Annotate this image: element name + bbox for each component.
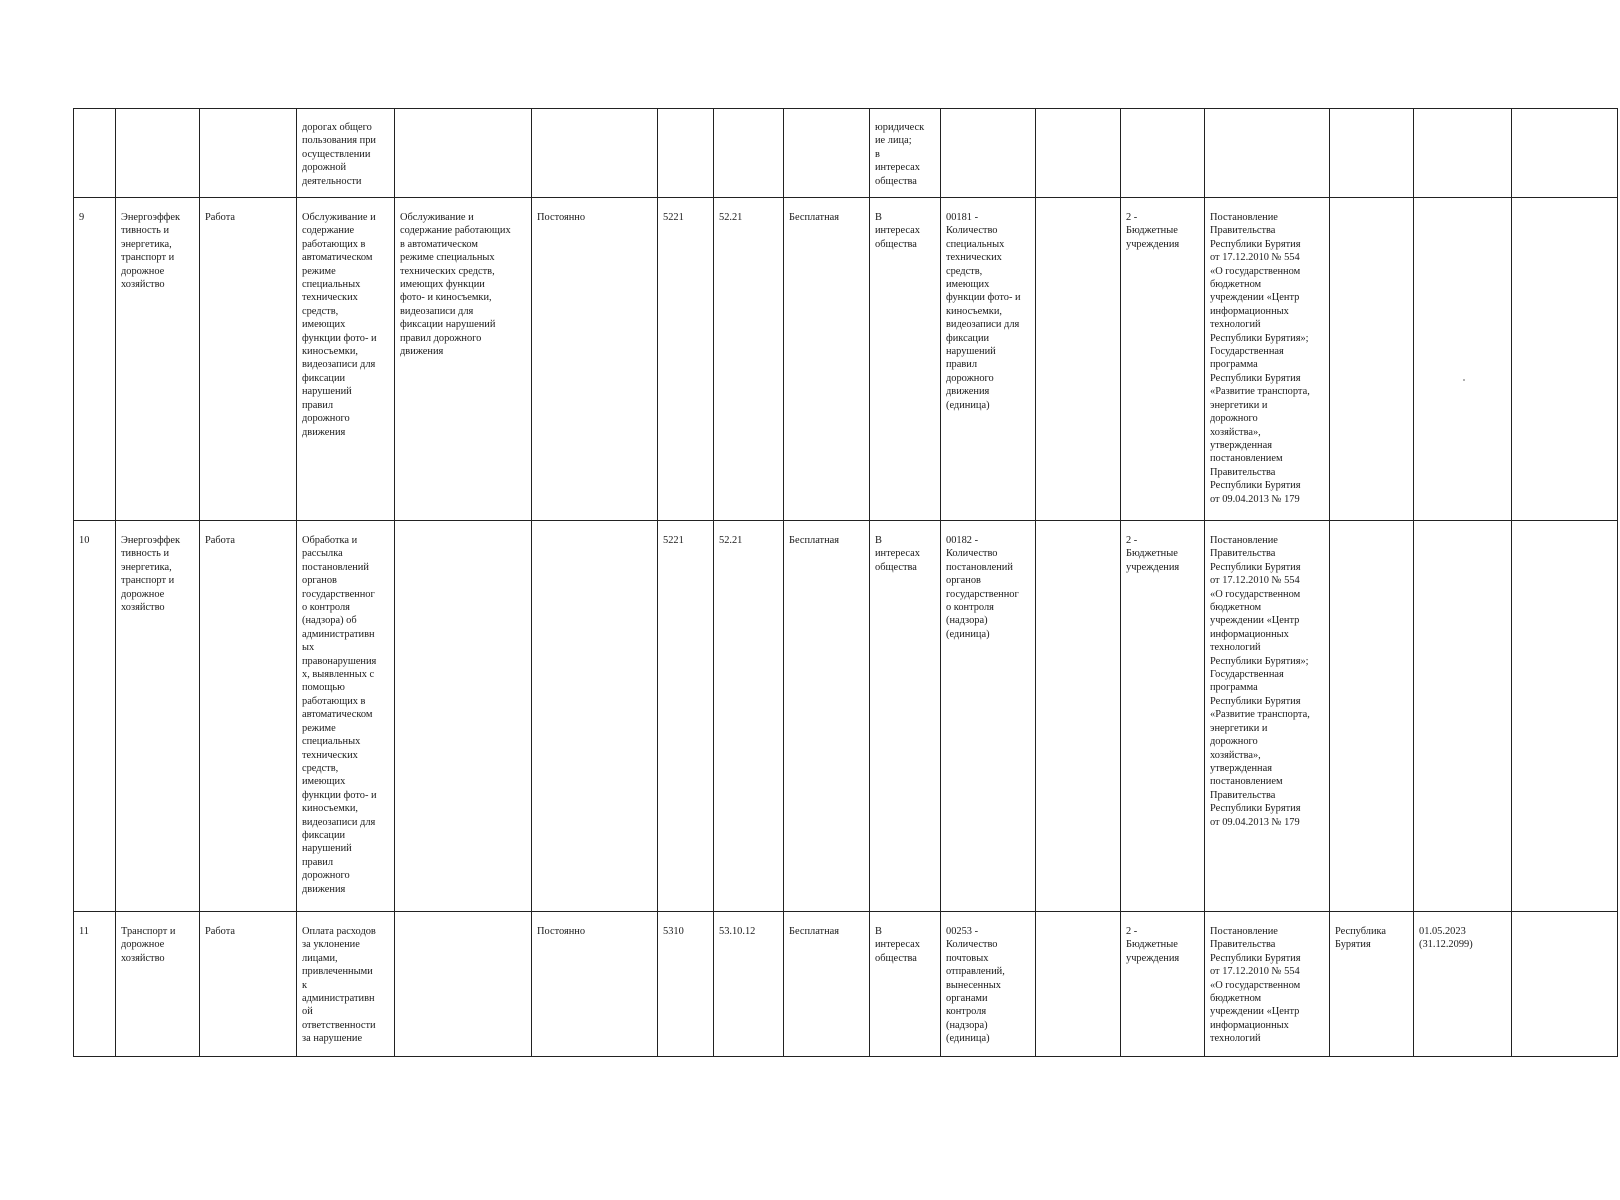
type-cell — [200, 109, 297, 198]
institution-type-cell — [1121, 198, 1205, 521]
payment-cell — [784, 521, 870, 912]
indicator-cell — [941, 109, 1036, 198]
payment-cell — [784, 912, 870, 1057]
institution-type-cell-text: 2 - Бюджетные учреждения — [1126, 535, 1180, 573]
indicator-cell-text: 00253 - Количество почтовых отправлений, вынесенных органами контроля (надзора) (единица) — [946, 926, 1005, 1045]
sphere-cell — [116, 198, 200, 521]
institution-type-cell — [1121, 109, 1205, 198]
name-cell — [297, 109, 395, 198]
period-cell — [532, 521, 658, 912]
sphere-cell — [116, 521, 200, 912]
payment-cell-text: Бесплатная — [789, 212, 840, 223]
type-cell-text: Работа — [205, 926, 236, 937]
scan-speck — [1463, 379, 1465, 381]
table-row — [74, 109, 1618, 198]
consumer-cell-text: В интересах общества — [875, 212, 920, 250]
legal-basis-cell — [1205, 521, 1330, 912]
payment-cell-text: Бесплатная — [789, 926, 840, 937]
legal-basis-cell — [1205, 109, 1330, 198]
period-cell — [532, 109, 658, 198]
name-cell-text: дорогах общего пользования при осуществлении дорожной деятельности — [302, 122, 376, 187]
row-number — [74, 521, 116, 912]
blank-cell — [1512, 198, 1618, 521]
consumer-cell-text: В интересах общества — [875, 926, 920, 964]
sphere-cell-text: Транспорт и дорожное хозяйство — [121, 926, 176, 964]
name-cell — [297, 521, 395, 912]
consumer-cell — [870, 198, 941, 521]
content-cell — [395, 521, 532, 912]
okved-cell — [658, 521, 714, 912]
legal-basis-cell-text: Постановление Правительства Республики Бурятия от 17.12.2010 № 554 «О государственном бюджетном учреждении «Центр информационных технологий Республики Бурятия»; Государственная программа Республики Бурятия «Развитие транспорта, энергетики и дорожного хозяйства», утвержденная постановлением Правительства Республики Бурятия от 09.04.2013 № 179 — [1210, 212, 1310, 505]
date-cell — [1414, 109, 1512, 198]
type-cell — [200, 198, 297, 521]
okpd-code-cell-text: 52.21 — [719, 212, 743, 223]
name-cell-text: Обслуживание и содержание работающих в автоматическом режиме специальных технических средств, имеющих функции фото- и киносъемки, видеозаписи для фиксации нарушений правил дорожного движения — [302, 212, 377, 438]
region-cell — [1330, 109, 1414, 198]
sphere-cell — [116, 109, 200, 198]
date-cell — [1414, 912, 1512, 1057]
table-row — [74, 198, 1618, 521]
okved-cell-text: 5310 — [663, 926, 684, 937]
indicator-cell-text: 00182 - Количество постановлений органов государственног о контроля (надзора) (единица) — [946, 535, 1019, 640]
okpd-code-cell — [714, 198, 784, 521]
payment-cell — [784, 109, 870, 198]
blank-cell — [1512, 912, 1618, 1057]
consumer-cell — [870, 521, 941, 912]
blank-cell — [1036, 521, 1121, 912]
indicator-cell — [941, 521, 1036, 912]
okved-cell-text: 5221 — [663, 212, 684, 223]
date-cell — [1414, 198, 1512, 521]
blank-cell — [1036, 912, 1121, 1057]
blank-cell — [1512, 521, 1618, 912]
row-number — [74, 912, 116, 1057]
date-cell-text: 01.05.2023 (31.12.2099) — [1419, 926, 1473, 951]
table-body — [74, 109, 1618, 1057]
blank-cell — [1036, 198, 1121, 521]
okved-cell — [658, 198, 714, 521]
payment-cell — [784, 198, 870, 521]
name-cell-text: Обработка и рассылка постановлений органов государственног о контроля (надзора) об административн ых правонарушения х, выявленных с помощью работающих в автоматическом режиме специальных технических средств, имеющих функции фото- и киносъемки, видеозаписи для фиксации нарушений правил дорожного движения — [302, 535, 377, 895]
registry-table-sheet — [73, 108, 1593, 1057]
okved-cell — [658, 109, 714, 198]
name-cell — [297, 912, 395, 1057]
content-cell — [395, 912, 532, 1057]
content-cell — [395, 109, 532, 198]
indicator-cell — [941, 912, 1036, 1057]
institution-type-cell-text: 2 - Бюджетные учреждения — [1126, 212, 1180, 250]
row-number-text: 9 — [79, 212, 85, 223]
period-cell — [532, 198, 658, 521]
region-cell-text: Республика Бурятия — [1335, 926, 1387, 951]
content-cell-text: Обслуживание и содержание работающих в автоматическом режиме специальных технических средств, имеющих функции фото- и киносъемки, видеозаписи для фиксации нарушений правил дорожного движения — [400, 212, 511, 358]
consumer-cell-text: В интересах общества — [875, 535, 920, 573]
okpd-code-cell-text: 53.10.12 — [719, 926, 756, 937]
okpd-code-cell — [714, 912, 784, 1057]
table-row — [74, 521, 1618, 912]
date-cell — [1414, 521, 1512, 912]
type-cell — [200, 521, 297, 912]
okpd-code-cell — [714, 109, 784, 198]
period-cell-text: Постоянно — [537, 212, 586, 223]
table-row — [74, 912, 1618, 1057]
content-cell — [395, 198, 532, 521]
institution-type-cell — [1121, 912, 1205, 1057]
institution-type-cell-text: 2 - Бюджетные учреждения — [1126, 926, 1180, 964]
consumer-cell — [870, 912, 941, 1057]
name-cell — [297, 198, 395, 521]
type-cell-text: Работа — [205, 535, 236, 546]
region-cell — [1330, 521, 1414, 912]
blank-cell — [1036, 109, 1121, 198]
payment-cell-text: Бесплатная — [789, 535, 840, 546]
sphere-cell — [116, 912, 200, 1057]
consumer-cell-text: юридическ ие лица; в интересах общества — [875, 122, 925, 187]
consumer-cell — [870, 109, 941, 198]
legal-basis-cell-text: Постановление Правительства Республики Бурятия от 17.12.2010 № 554 «О государственном бюджетном учреждении «Центр информационных технологий — [1210, 926, 1301, 1045]
sphere-cell-text: Энергоэффек тивность и энергетика, транспорт и дорожное хозяйство — [121, 535, 181, 614]
period-cell-text: Постоянно — [537, 926, 586, 937]
okpd-code-cell — [714, 521, 784, 912]
legal-basis-cell-text: Постановление Правительства Республики Бурятия от 17.12.2010 № 554 «О государственном бюджетном учреждении «Центр информационных технологий Республики Бурятия»; Государственная программа Республики Бурятия «Развитие транспорта, энергетики и дорожного хозяйства», утвержденная постановлением Правительства Республики Бурятия от 09.04.2013 № 179 — [1210, 535, 1310, 828]
row-number-text: 11 — [79, 926, 90, 937]
okved-cell — [658, 912, 714, 1057]
row-number — [74, 198, 116, 521]
type-cell — [200, 912, 297, 1057]
institution-type-cell — [1121, 521, 1205, 912]
legal-basis-cell — [1205, 198, 1330, 521]
registry-table — [73, 108, 1618, 1057]
legal-basis-cell — [1205, 912, 1330, 1057]
okpd-code-cell-text: 52.21 — [719, 535, 743, 546]
region-cell — [1330, 912, 1414, 1057]
region-cell — [1330, 198, 1414, 521]
sphere-cell-text: Энергоэффек тивность и энергетика, транспорт и дорожное хозяйство — [121, 212, 181, 291]
indicator-cell-text: 00181 - Количество специальных технических средств, имеющих функции фото- и киносъемки, видеозаписи для фиксации нарушений правил дорожного движения (единица) — [946, 212, 1021, 411]
indicator-cell — [941, 198, 1036, 521]
row-number-text: 10 — [79, 535, 90, 546]
period-cell — [532, 912, 658, 1057]
name-cell-text: Оплата расходов за уклонение лицами, привлеченными к административн ой ответственности за нарушение — [302, 926, 376, 1045]
row-number — [74, 109, 116, 198]
blank-cell — [1512, 109, 1618, 198]
type-cell-text: Работа — [205, 212, 236, 223]
okved-cell-text: 5221 — [663, 535, 684, 546]
